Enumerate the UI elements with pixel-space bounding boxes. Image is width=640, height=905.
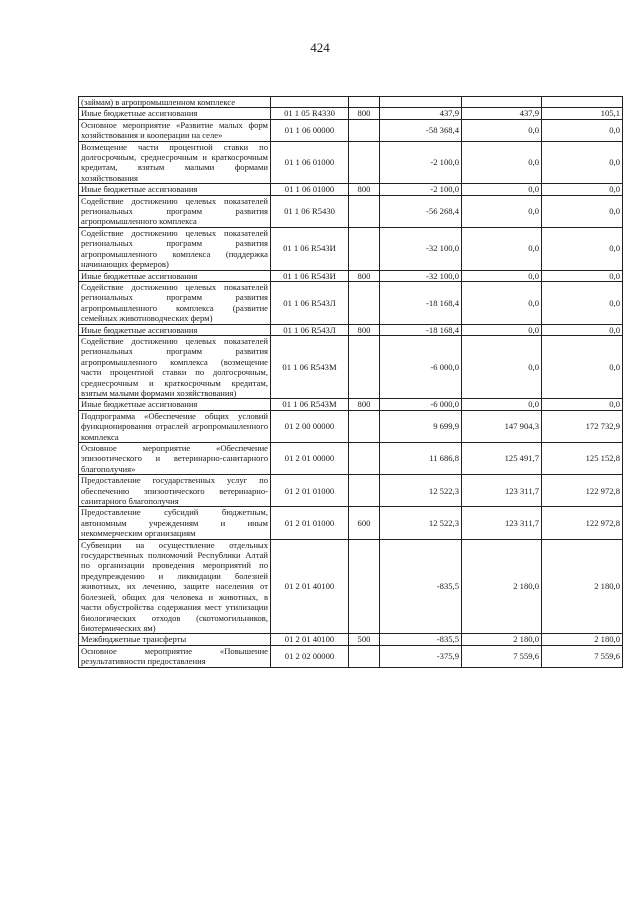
row-value-1-cell: -835,5: [380, 634, 462, 645]
table-row: [79, 227, 623, 270]
row-value-3-cell: 0,0: [542, 281, 623, 324]
table-row: [79, 443, 623, 475]
row-value-3-cell: 7 559,6: [542, 645, 623, 667]
row-name-cell: Субвенции на осуществление отдельных государственных полномочий Республики Алтай по организации проведения мероприятий по предупреждению и ликвидации болезней животных, их лечению, защите населения от болезней, общих для человека и животных, в части обустройства содержания мест утилизации биологических отходов (скотомогильников, биотермических ям): [79, 539, 271, 634]
row-code-cell: 01 2 01 40100: [271, 634, 349, 645]
row-value-1-cell: -18 168,4: [380, 281, 462, 324]
row-code-cell: 01 1 06 R543М: [271, 399, 349, 410]
row-name-cell: Иные бюджетные ассигнования: [79, 324, 271, 335]
budget-table-body: [79, 97, 623, 668]
row-value-1-cell: [380, 97, 462, 108]
row-value-3-cell: 2 180,0: [542, 539, 623, 634]
row-expense-type-cell: [349, 443, 380, 475]
row-expense-type-cell: 800: [349, 108, 380, 119]
row-expense-type-cell: 500: [349, 634, 380, 645]
row-expense-type-cell: [349, 97, 380, 108]
row-value-1-cell: -56 268,4: [380, 195, 462, 227]
row-value-1-cell: -32 100,0: [380, 270, 462, 281]
row-expense-type-cell: [349, 335, 380, 398]
row-name-cell: Предоставление субсидий бюджетным, автономным учреждениям и иным некоммерческим организациям: [79, 507, 271, 539]
row-value-2-cell: 123 311,7: [462, 507, 542, 539]
row-value-1-cell: -6 000,0: [380, 335, 462, 398]
row-name-cell: Основное мероприятие «Развитие малых форм хозяйствования и кооперации на селе»: [79, 119, 271, 141]
table-row: [79, 645, 623, 667]
row-name-cell: Иные бюджетные ассигнования: [79, 108, 271, 119]
row-value-2-cell: 123 311,7: [462, 475, 542, 507]
row-expense-type-cell: 600: [349, 507, 380, 539]
row-code-cell: 01 1 06 R543И: [271, 227, 349, 270]
row-value-2-cell: [462, 97, 542, 108]
row-code-cell: 01 2 02 00000: [271, 645, 349, 667]
row-value-3-cell: 0,0: [542, 184, 623, 195]
row-value-3-cell: 2 180,0: [542, 634, 623, 645]
table-row: [79, 399, 623, 410]
row-code-cell: 01 2 00 00000: [271, 410, 349, 442]
row-expense-type-cell: [349, 645, 380, 667]
table-row: [79, 410, 623, 442]
row-value-2-cell: 7 559,6: [462, 645, 542, 667]
row-value-3-cell: 0,0: [542, 399, 623, 410]
row-value-3-cell: 0,0: [542, 195, 623, 227]
row-expense-type-cell: [349, 281, 380, 324]
row-value-1-cell: 12 522,3: [380, 507, 462, 539]
row-value-1-cell: 437,9: [380, 108, 462, 119]
table-row: [79, 335, 623, 398]
row-name-cell: Иные бюджетные ассигнования: [79, 184, 271, 195]
row-value-3-cell: 122 972,8: [542, 475, 623, 507]
row-value-1-cell: 12 522,3: [380, 475, 462, 507]
row-value-2-cell: 0,0: [462, 324, 542, 335]
table-row: [79, 97, 623, 108]
row-code-cell: 01 2 01 00000: [271, 443, 349, 475]
row-code-cell: 01 1 06 R543Л: [271, 281, 349, 324]
row-name-cell: Возмещение части процентной ставки по долгосрочным, среднесрочным и краткосрочным кредитам, взятым малыми формами хозяйствования: [79, 141, 271, 184]
row-code-cell: [271, 97, 349, 108]
row-value-3-cell: 0,0: [542, 270, 623, 281]
row-code-cell: 01 1 06 01000: [271, 141, 349, 184]
row-code-cell: 01 1 05 R4330: [271, 108, 349, 119]
row-name-cell: Межбюджетные трансферты: [79, 634, 271, 645]
row-value-2-cell: 0,0: [462, 227, 542, 270]
row-name-cell: Содействие достижению целевых показателей региональных программ развития агропромышленного комплекса: [79, 195, 271, 227]
row-expense-type-cell: [349, 119, 380, 141]
row-name-cell: (займам) в агропромышленном комплексе: [79, 97, 271, 108]
row-value-2-cell: 2 180,0: [462, 634, 542, 645]
row-value-1-cell: -2 100,0: [380, 184, 462, 195]
table-row: [79, 475, 623, 507]
row-name-cell: Содействие достижению целевых показателей региональных программ развития агропромышленного комплекса (возмещение части процентной ставки по долгосрочным, среднесрочным и краткосрочным кредитам, взятым малыми формами хозяйствования): [79, 335, 271, 398]
row-value-3-cell: 0,0: [542, 227, 623, 270]
row-value-2-cell: 0,0: [462, 335, 542, 398]
row-expense-type-cell: [349, 410, 380, 442]
table-row: [79, 539, 623, 634]
row-value-1-cell: -32 100,0: [380, 227, 462, 270]
row-expense-type-cell: [349, 539, 380, 634]
row-value-2-cell: 0,0: [462, 281, 542, 324]
row-code-cell: 01 1 06 R543М: [271, 335, 349, 398]
row-value-3-cell: 0,0: [542, 141, 623, 184]
table-row: [79, 270, 623, 281]
row-value-1-cell: -6 000,0: [380, 399, 462, 410]
table-row: [79, 141, 623, 184]
row-value-1-cell: -18 168,4: [380, 324, 462, 335]
row-name-cell: Подпрограмма «Обеспечение общих условий функционирования отраслей агропромышленного комплекса: [79, 410, 271, 442]
row-expense-type-cell: 800: [349, 399, 380, 410]
row-value-3-cell: 0,0: [542, 119, 623, 141]
row-value-3-cell: 105,1: [542, 108, 623, 119]
row-value-1-cell: -835,5: [380, 539, 462, 634]
row-expense-type-cell: [349, 475, 380, 507]
row-code-cell: 01 1 06 R543Л: [271, 324, 349, 335]
row-value-2-cell: 0,0: [462, 270, 542, 281]
table-row: [79, 195, 623, 227]
row-value-3-cell: 125 152,8: [542, 443, 623, 475]
table-row: [79, 507, 623, 539]
row-value-3-cell: [542, 97, 623, 108]
row-value-2-cell: 437,9: [462, 108, 542, 119]
table-row: [79, 184, 623, 195]
row-value-3-cell: 172 732,9: [542, 410, 623, 442]
row-value-2-cell: 147 904,3: [462, 410, 542, 442]
row-value-2-cell: 125 491,7: [462, 443, 542, 475]
table-row: [79, 634, 623, 645]
row-expense-type-cell: [349, 195, 380, 227]
row-code-cell: 01 1 06 00000: [271, 119, 349, 141]
row-name-cell: Содействие достижению целевых показателей региональных программ развития агропромышленного комплекса (развитие семейных животноводческих ферм): [79, 281, 271, 324]
row-value-2-cell: 0,0: [462, 141, 542, 184]
row-name-cell: Основное мероприятие «Обеспечение эпизоотического и ветеринарно-санитарного благополучия»: [79, 443, 271, 475]
row-name-cell: Предоставление государственных услуг по обеспечению эпизоотического ветеринарно-санитарного благополучия: [79, 475, 271, 507]
row-code-cell: 01 2 01 01000: [271, 507, 349, 539]
row-value-3-cell: 122 972,8: [542, 507, 623, 539]
row-value-2-cell: 0,0: [462, 119, 542, 141]
table-row: [79, 324, 623, 335]
row-code-cell: 01 2 01 40100: [271, 539, 349, 634]
row-name-cell: Иные бюджетные ассигнования: [79, 270, 271, 281]
row-expense-type-cell: 800: [349, 270, 380, 281]
row-code-cell: 01 1 06 R543И: [271, 270, 349, 281]
row-value-1-cell: 11 686,8: [380, 443, 462, 475]
row-code-cell: 01 2 01 01000: [271, 475, 349, 507]
row-expense-type-cell: [349, 141, 380, 184]
row-value-3-cell: 0,0: [542, 335, 623, 398]
row-name-cell: Иные бюджетные ассигнования: [79, 399, 271, 410]
row-code-cell: 01 1 06 R5430: [271, 195, 349, 227]
row-expense-type-cell: [349, 227, 380, 270]
row-value-1-cell: -2 100,0: [380, 141, 462, 184]
page-number: 424: [310, 40, 330, 55]
row-name-cell: Содействие достижению целевых показателей региональных программ развития агропромышленного комплекса (поддержка начинающих фермеров): [79, 227, 271, 270]
table-row: [79, 108, 623, 119]
row-value-2-cell: 2 180,0: [462, 539, 542, 634]
table-row: [79, 119, 623, 141]
budget-table: [78, 96, 623, 668]
row-code-cell: 01 1 06 01000: [271, 184, 349, 195]
row-value-2-cell: 0,0: [462, 399, 542, 410]
row-value-2-cell: 0,0: [462, 184, 542, 195]
row-name-cell: Основное мероприятие «Повышение результативности предоставления: [79, 645, 271, 667]
row-value-1-cell: -375,9: [380, 645, 462, 667]
row-value-2-cell: 0,0: [462, 195, 542, 227]
row-expense-type-cell: 800: [349, 184, 380, 195]
row-value-1-cell: -58 368,4: [380, 119, 462, 141]
row-value-3-cell: 0,0: [542, 324, 623, 335]
row-value-1-cell: 9 699,9: [380, 410, 462, 442]
row-expense-type-cell: 800: [349, 324, 380, 335]
table-row: [79, 281, 623, 324]
